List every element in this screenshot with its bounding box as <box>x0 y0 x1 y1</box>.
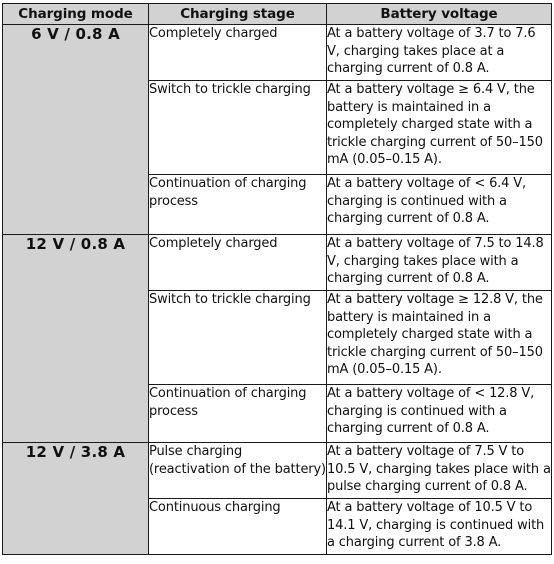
header-row <box>3 4 552 25</box>
header-battery-voltage: Battery voltage <box>327 4 552 25</box>
stage-cell: Pulse charging (reactivation of the battery) <box>149 443 327 499</box>
stage-cell: Switch to trickle charging <box>149 291 327 385</box>
stage-cell: Continuation of charging process <box>149 385 327 443</box>
voltage-cell: At a battery voltage of < 6.4 V, charging is continued with a charging current of 0.8 A. <box>327 175 552 235</box>
table-row <box>3 235 552 291</box>
stage-cell: Switch to trickle charging <box>149 81 327 175</box>
header-charging-mode: Charging mode <box>3 4 149 25</box>
stage-cell: Continuous charging <box>149 499 327 555</box>
table-row <box>3 443 552 499</box>
mode-cell-12v-0-8a: 12 V / 0.8 A <box>3 235 149 443</box>
charging-mode-table <box>2 3 552 555</box>
mode-cell-12v-3-8a: 12 V / 3.8 A <box>3 443 149 555</box>
stage-cell: Continuation of charging process <box>149 175 327 235</box>
voltage-cell: At a battery voltage of 3.7 to 7.6 V, charging takes place at a charging current of 0.8 A. <box>327 25 552 81</box>
header-charging-stage: Charging stage <box>149 4 327 25</box>
voltage-cell: At a battery voltage of 7.5 V to 10.5 V, charging takes place with a pulse charging current of 0.8 A. <box>327 443 552 499</box>
voltage-cell: At a battery voltage ≥ 6.4 V, the battery is maintained in a completely charged state with a trickle charging current of 50–150 mA (0.05–0.15 A). <box>327 81 552 175</box>
voltage-cell: At a battery voltage of < 12.8 V, charging is continued with a charging current of 0.8 A. <box>327 385 552 443</box>
voltage-cell: At a battery voltage ≥ 12.8 V, the battery is maintained in a completely charged state with a trickle charging current of 50–150 mA (0.05–0.15 A). <box>327 291 552 385</box>
stage-cell: Completely charged <box>149 235 327 291</box>
table-header <box>3 4 552 25</box>
table-row <box>3 25 552 81</box>
mode-cell-6v-0-8a: 6 V / 0.8 A <box>3 25 149 235</box>
stage-cell: Completely charged <box>149 25 327 81</box>
voltage-cell: At a battery voltage of 10.5 V to 14.1 V, charging is continued with a charging current of 3.8 A. <box>327 499 552 555</box>
table-body <box>3 25 552 555</box>
voltage-cell: At a battery voltage of 7.5 to 14.8 V, charging takes place with a charging current of 0.8 A. <box>327 235 552 291</box>
